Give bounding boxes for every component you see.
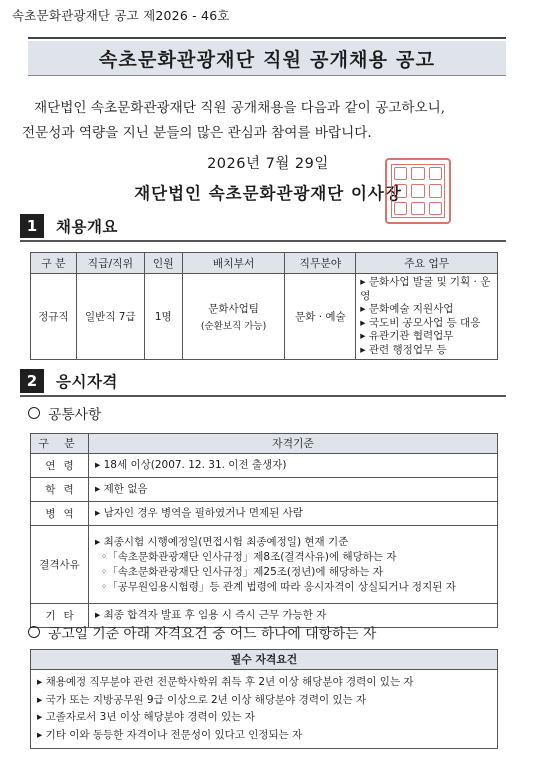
- col-header: 직급/직위: [76, 253, 144, 274]
- row-label: 병역: [31, 502, 89, 526]
- section-2-title: 응시자격: [56, 373, 118, 391]
- table-header-row: [31, 253, 498, 274]
- department-name: 문화사업팀: [208, 303, 259, 315]
- list-item: ▸ 채용예정 직무분야 관련 전문학사학위 취득 후 2년 이상 해당분야 경력이 있는 자: [37, 676, 414, 688]
- required-qualifications-title: 필수 자격요건: [31, 650, 497, 670]
- section-1-rule: [20, 240, 506, 242]
- employment-type: 정규직: [31, 274, 77, 360]
- alt-requirements-label: 공고일 기준 아래 자격요건 중 어느 하나에 대항하는 자: [48, 626, 377, 642]
- section-2-rule: [20, 395, 506, 397]
- rank: 일반직 7급: [76, 274, 144, 360]
- required-qualifications-box: [30, 649, 498, 749]
- col-header: 배치부서: [182, 253, 285, 274]
- signer: 재단법인 속초문화관광재단 이사장: [134, 184, 402, 203]
- intro-line-2: 전문성과 역량을 지닌 분들의 많은 관심과 참여를 바랍니다.: [22, 125, 372, 141]
- table-row: [31, 502, 498, 526]
- section-2-heading: [20, 369, 118, 393]
- recruitment-overview-table: [30, 252, 498, 360]
- col-header: 구 분: [31, 434, 89, 454]
- col-header: 인원: [144, 253, 182, 274]
- circle-bullet-icon: [28, 626, 40, 638]
- alt-requirements-heading: [28, 622, 376, 642]
- list-item: ▸ 국가 또는 지방공무원 9급 이상으로 2년 이상 해당분야 경력이 있는 자: [37, 693, 367, 706]
- col-header: 주요 업무: [356, 253, 498, 274]
- common-requirements-label: 공통사항: [48, 407, 102, 423]
- department: [182, 274, 285, 360]
- list-item: ▸ 고졸자로서 3년 이상 해당분야 경력이 있는 자: [37, 711, 255, 723]
- circle-bullet-icon: [28, 407, 40, 419]
- duty-item: ▸ 국도비 공모사업 등 대응: [360, 316, 481, 329]
- section-1-heading: [20, 214, 118, 238]
- common-requirements-heading: [28, 403, 101, 423]
- row-label: 결격사유: [31, 526, 89, 604]
- col-header: 직무분야: [285, 253, 356, 274]
- duty-item: ▸ 문화예술 지원사업: [360, 303, 454, 315]
- table-row: [31, 274, 498, 360]
- duty-item: ▸ 문화사업 발굴 및 기획 · 운영: [360, 276, 491, 302]
- table-header-row: [31, 434, 498, 454]
- qualification-table: [30, 433, 498, 628]
- row-label: 기타: [31, 604, 89, 628]
- row-label: 학력: [31, 478, 89, 502]
- document-number: 속초문화관광재단 공고 제2026 - 46호: [12, 8, 230, 23]
- disqualification-line: ◦「속초문화관광재단 인사규정」제8조(결격사유)에 해당하는 자: [101, 550, 397, 563]
- table-row: [31, 454, 498, 478]
- section-1-title: 채용개요: [56, 218, 118, 236]
- title-rule: [28, 75, 506, 76]
- table-row: [31, 478, 498, 502]
- headcount: 1명: [144, 274, 182, 360]
- col-header: 구 분: [31, 253, 77, 274]
- section-2-number: 2: [20, 369, 44, 393]
- disqualification-line: ◦「공무원임용시험령」등 관계 법령에 따라 응시자격이 상실되거나 정지된 자: [101, 580, 456, 593]
- main-duties: [356, 274, 498, 360]
- row-value: ▸ 최종 합격자 발표 후 임용 시 즉시 근무 가능한 자: [89, 604, 498, 628]
- row-value: [89, 526, 498, 604]
- duty-item: ▸ 관련 행정업무 등: [360, 343, 447, 356]
- department-note: (순환보직 가능): [200, 321, 267, 332]
- row-value: ▸ 18세 이상(2007. 12. 31. 이전 출생자): [89, 454, 498, 478]
- duty-item: ▸ 유관기관 협력업무: [360, 330, 454, 342]
- intro-paragraph: [22, 96, 514, 146]
- announcement-title: 속초문화관광재단 직원 공개채용 공고: [28, 41, 506, 75]
- required-qualifications-list: [31, 670, 497, 748]
- announcement-date: 2026년 7월 29일: [207, 156, 329, 172]
- top-rule: [28, 37, 506, 39]
- disqualification-line: ◦「속초문화관광재단 인사규정」제25조(정년)에 해당하는 자: [101, 565, 383, 578]
- job-field: 문화 · 예술: [285, 274, 356, 360]
- intro-line-1: 재단법인 속초문화관광재단 직원 공개채용을 다음과 같이 공고하오니,: [34, 100, 446, 116]
- row-value: ▸ 제한 없음: [89, 478, 498, 502]
- row-label: 연령: [31, 454, 89, 478]
- col-header: 자격기준: [89, 434, 498, 454]
- official-seal-icon: [385, 158, 451, 224]
- list-item: ▸ 기타 이와 동등한 자격이나 전문성이 있다고 인정되는 자: [37, 728, 303, 741]
- row-value: ▸ 남자인 경우 병역을 필하였거나 면제된 사람: [89, 502, 498, 526]
- disqualification-line: ▸ 최종시험 시행예정일(면접시험 최종예정일) 현재 기준: [95, 535, 349, 548]
- table-row: [31, 526, 498, 604]
- section-1-number: 1: [20, 214, 44, 238]
